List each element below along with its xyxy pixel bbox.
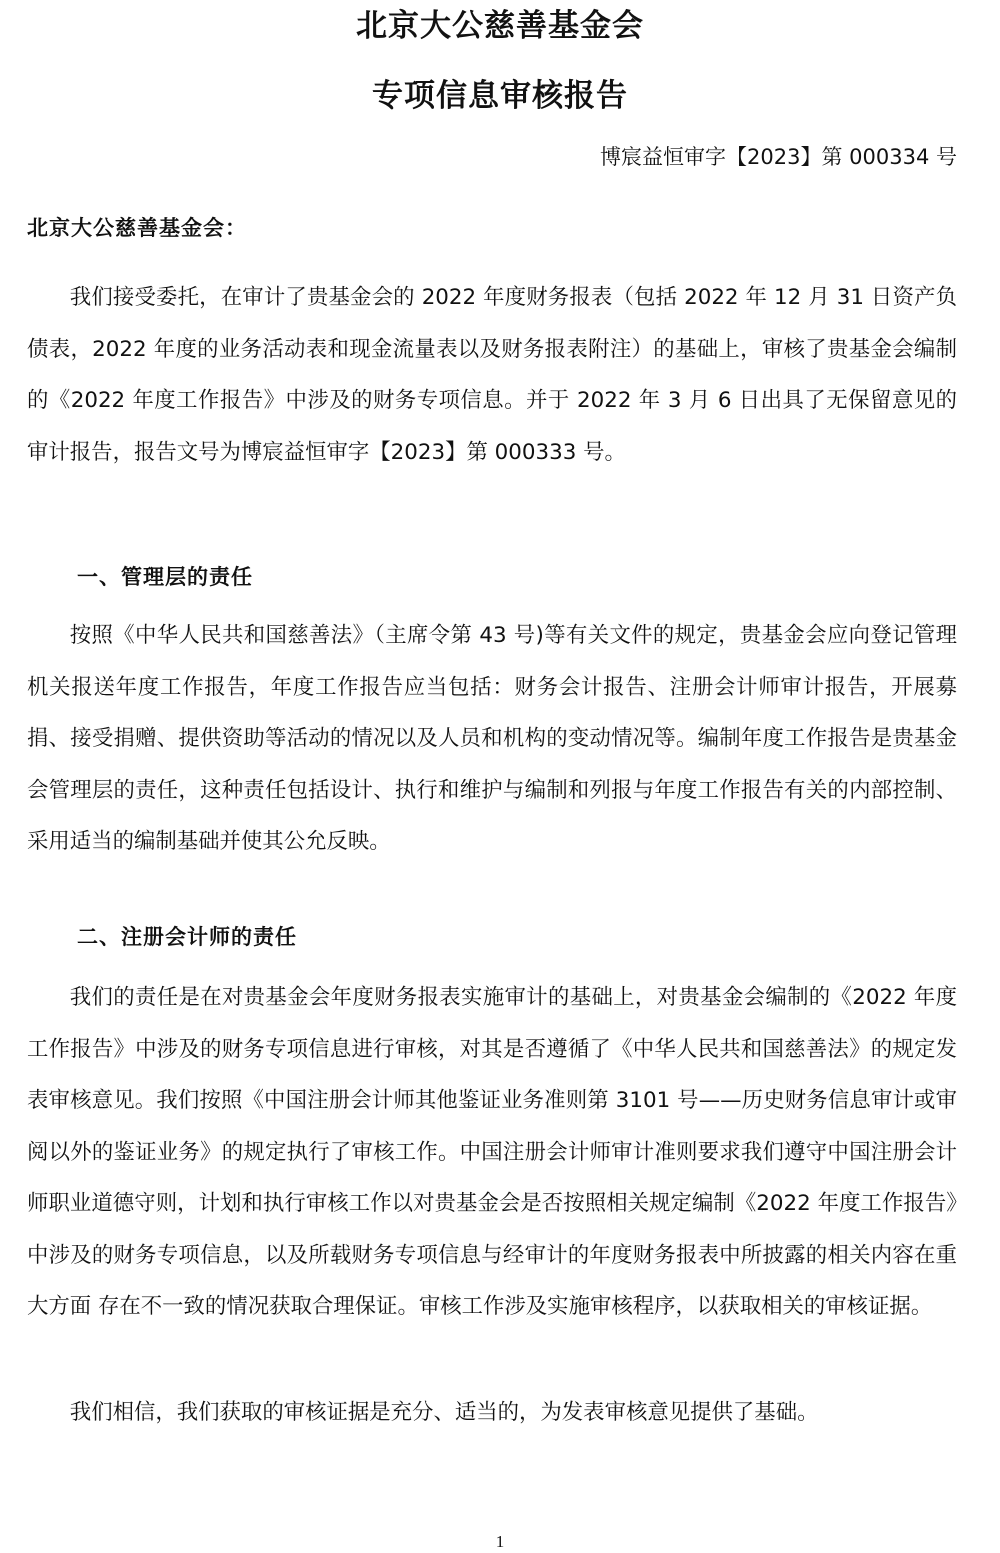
addressee: 北京大公慈善基金会：: [27, 216, 247, 240]
report-number: 博宸益恒审字【2023】第 000334 号: [600, 145, 957, 169]
document-title-line-1: 北京大公慈善基金会: [356, 8, 644, 44]
section-heading-management-responsibility: 一、管理层的责任: [77, 565, 253, 589]
document-title-line-2: 专项信息审核报告: [372, 78, 628, 114]
conclusion-paragraph: 我们相信，我们获取的审核证据是充分、适当的，为发表审核意见提供了基础。: [69, 1400, 819, 1425]
page-number: 1: [495, 1532, 505, 1551]
cpa-responsibility-paragraph: 我们的责任是在对贵基金会年度财务报表实施审计的基础上，对贵基金会编制的《2022 年度工作报告》中涉及的财务专项信息进行审核，对其是否遵循了《中华人民共和国慈善法》的规定发表审核意见。我们按照《中国注册会计师其他鉴证业务准则第 3101 号——历史财务信息审计或审阅以外的鉴证业务》的规定执行了审核工作。中国注册会计师审计准则要求我们遵守中国注册会计师职业道德守则，计划和执行审核工作以对贵基金会是否按照相关规定编制《2022 年度工作报告》中涉及的财务专项信息，以及所载财务专项信息与经审计的年度财务报表中所披露的相关内容在重大方面 存在不一致的情况获取合理保证。审核工作涉及实施审核程序，以获取相关的审核证据。: [27, 985, 957, 1319]
intro-paragraph: 我们接受委托，在审计了贵基金会的 2022 年度财务报表（包括 2022 年 12 月 31 日资产负债表，2022 年度的业务活动表和现金流量表以及财务报表附注）的基础上，审核了贵基金会编制的《2022 年度工作报告》中涉及的财务专项信息。并于 2022 年 3 月 6 日出具了无保留意见的审计报告，报告文号为博宸益恒审字【2023】第 000333 号。: [27, 285, 957, 465]
management-responsibility-paragraph: 按照《中华人民共和国慈善法》（主席令第 43 号)等有关文件的规定，贵基金会应向登记管理机关报送年度工作报告，年度工作报告应当包括：财务会计报告、注册会计师审计报告，开展募捐、接受捐赠、提供资助等活动的情况以及人员和机构的变动情况等。编制年度工作报告是贵基金会管理层的责任，这种责任包括设计、执行和维护与编制和列报与年度工作报告有关的内部控制、采用适当的编制基础并使其公允反映。: [27, 623, 957, 854]
section-heading-cpa-responsibility: 二、注册会计师的责任: [77, 925, 297, 949]
